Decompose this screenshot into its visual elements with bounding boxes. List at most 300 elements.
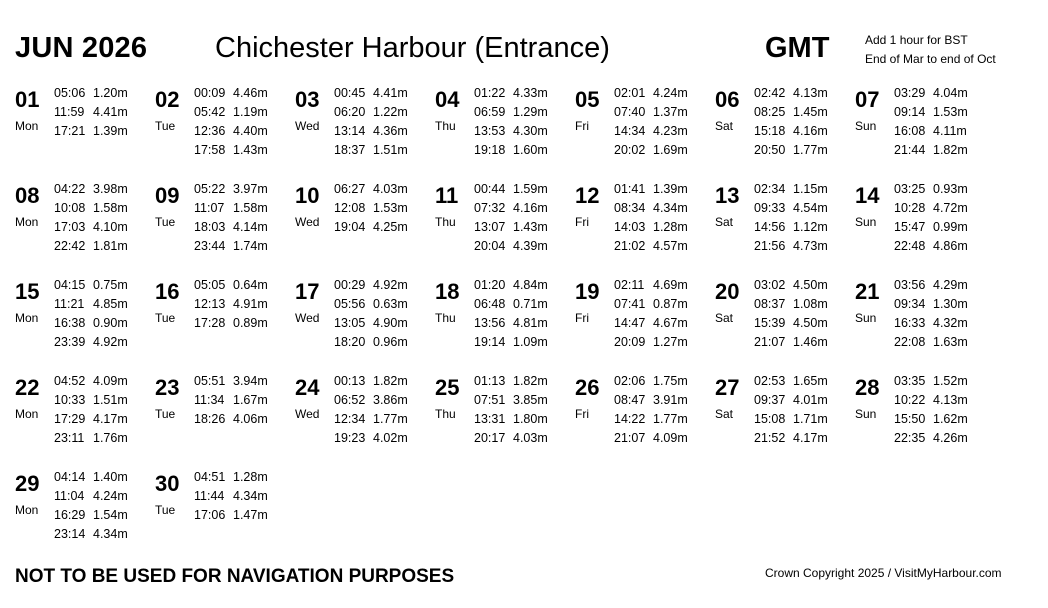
- tide-row: [894, 295, 968, 314]
- tide-row: [894, 122, 968, 141]
- tide-time: 00:13: [334, 374, 366, 388]
- tide-time: 10:33: [54, 393, 86, 407]
- day-number: 23: [155, 375, 180, 400]
- tide-time: 16:08: [894, 124, 926, 138]
- tide-row: [894, 141, 968, 160]
- tide-row: [614, 84, 688, 103]
- tide-time: 23:11: [54, 431, 85, 445]
- day-name: Mon: [15, 407, 39, 421]
- tide-height: 1.39m: [653, 182, 688, 196]
- day-number: 18: [435, 279, 460, 304]
- tide-list: [474, 180, 548, 256]
- day-cell: [435, 372, 575, 468]
- tide-height: 1.51m: [93, 393, 128, 407]
- tide-row: [754, 333, 828, 352]
- tide-row: [54, 372, 128, 391]
- tide-row: [194, 314, 268, 333]
- tide-row: [614, 295, 688, 314]
- tide-time: 15:47: [894, 220, 926, 234]
- tide-time: 17:06: [194, 508, 226, 522]
- tide-time: 12:34: [334, 412, 366, 426]
- tide-height: 1.46m: [793, 335, 828, 349]
- tide-time: 22:48: [894, 239, 926, 253]
- tide-height: 4.30m: [513, 124, 548, 138]
- tide-row: [754, 295, 828, 314]
- tide-time: 16:29: [54, 508, 86, 522]
- tide-height: 1.51m: [373, 143, 408, 157]
- bst-note-line2: End of Mar to end of Oct: [865, 52, 996, 66]
- tide-height: 4.03m: [513, 431, 548, 445]
- tide-height: 0.96m: [373, 335, 408, 349]
- tide-time: 16:33: [894, 316, 926, 330]
- tide-row: [194, 122, 268, 141]
- tide-time: 07:51: [474, 393, 506, 407]
- tide-time: 03:29: [894, 86, 926, 100]
- tide-height: 1.71m: [793, 412, 828, 426]
- tide-height: 0.87m: [653, 297, 688, 311]
- tide-row: [194, 487, 268, 506]
- tide-row: [614, 103, 688, 122]
- tide-time: 09:37: [754, 393, 786, 407]
- tide-height: 1.09m: [513, 335, 548, 349]
- tide-height: 4.69m: [653, 278, 688, 292]
- tide-time: 02:01: [614, 86, 646, 100]
- tide-row: [334, 218, 408, 237]
- tide-row: [894, 372, 968, 391]
- tide-row: [334, 122, 408, 141]
- tide-list: [194, 468, 268, 525]
- tide-height: 4.86m: [933, 239, 968, 253]
- tide-height: 1.22m: [373, 105, 408, 119]
- tide-height: 3.91m: [653, 393, 688, 407]
- tide-time: 20:04: [474, 239, 506, 253]
- tide-list: [474, 84, 548, 160]
- tide-height: 4.17m: [93, 412, 128, 426]
- tide-height: 4.13m: [793, 86, 828, 100]
- tide-row: [754, 141, 828, 160]
- day-cell: [855, 84, 995, 180]
- tide-height: 4.54m: [793, 201, 828, 215]
- tide-row: [334, 84, 408, 103]
- tide-list: [614, 276, 688, 352]
- tide-height: 1.28m: [653, 220, 688, 234]
- day-cell: [295, 180, 435, 276]
- tide-list: [754, 84, 828, 160]
- tide-row: [474, 218, 548, 237]
- tide-time: 02:42: [754, 86, 786, 100]
- tide-row: [754, 276, 828, 295]
- day-number: 19: [575, 279, 600, 304]
- day-name: Sun: [855, 215, 877, 229]
- tide-row: [334, 410, 408, 429]
- tide-time: 18:26: [194, 412, 226, 426]
- tide-time: 20:09: [614, 335, 646, 349]
- tide-time: 21:07: [754, 335, 786, 349]
- tide-time: 02:06: [614, 374, 646, 388]
- day-number: 20: [715, 279, 740, 304]
- tide-time: 13:56: [474, 316, 506, 330]
- tide-row: [54, 314, 128, 333]
- tide-time: 07:41: [614, 297, 646, 311]
- tide-time: 14:22: [614, 412, 646, 426]
- tide-time: 03:35: [894, 374, 926, 388]
- tide-height: 1.80m: [513, 412, 548, 426]
- day-name: Tue: [155, 503, 176, 517]
- tide-row: [894, 180, 968, 199]
- tide-time: 08:37: [754, 297, 786, 311]
- tide-height: 1.82m: [933, 143, 968, 157]
- tide-row: [54, 84, 128, 103]
- tide-row: [334, 180, 408, 199]
- tide-height: 1.52m: [933, 374, 968, 388]
- day-cell: [295, 84, 435, 180]
- tide-height: 1.77m: [793, 143, 828, 157]
- tide-height: 1.45m: [793, 105, 828, 119]
- tide-height: 4.72m: [933, 201, 968, 215]
- tide-time: 03:02: [754, 278, 786, 292]
- tide-height: 1.82m: [513, 374, 548, 388]
- tide-time: 04:52: [54, 374, 86, 388]
- tide-time: 10:28: [894, 201, 926, 215]
- tide-row: [894, 410, 968, 429]
- tide-height: 1.27m: [653, 335, 688, 349]
- day-name: Sun: [855, 311, 877, 325]
- tide-row: [194, 103, 268, 122]
- tide-time: 09:34: [894, 297, 926, 311]
- tide-height: 3.94m: [233, 374, 268, 388]
- tide-time: 14:34: [614, 124, 646, 138]
- tide-height: 4.91m: [233, 297, 268, 311]
- tide-height: 0.71m: [513, 297, 548, 311]
- tide-height: 1.62m: [933, 412, 968, 426]
- day-name: Sat: [715, 215, 734, 229]
- tide-time: 13:31: [474, 412, 506, 426]
- tide-time: 00:29: [334, 278, 366, 292]
- tide-height: 4.17m: [793, 431, 828, 445]
- tide-height: 4.36m: [373, 124, 408, 138]
- tide-height: 4.41m: [93, 105, 128, 119]
- tide-time: 13:07: [474, 220, 506, 234]
- tide-height: 1.29m: [513, 105, 548, 119]
- tide-row: [894, 429, 968, 448]
- tide-height: 3.85m: [513, 393, 548, 407]
- tide-row: [614, 199, 688, 218]
- day-cell: [15, 468, 155, 564]
- tide-row: [614, 122, 688, 141]
- tide-height: 4.85m: [93, 297, 128, 311]
- day-number: 09: [155, 183, 180, 208]
- tide-height: 4.16m: [513, 201, 548, 215]
- tide-time: 17:03: [54, 220, 86, 234]
- tide-row: [614, 391, 688, 410]
- tide-row: [194, 372, 268, 391]
- tide-height: 4.25m: [373, 220, 408, 234]
- tide-height: 1.63m: [933, 335, 968, 349]
- tide-time: 13:53: [474, 124, 506, 138]
- tide-time: 00:09: [194, 86, 226, 100]
- tide-height: 4.33m: [513, 86, 548, 100]
- tide-list: [334, 180, 408, 237]
- day-name: Tue: [155, 407, 176, 421]
- tide-row: [54, 525, 128, 544]
- day-name: Sat: [715, 119, 734, 133]
- day-cell: [155, 276, 295, 372]
- day-name: Mon: [15, 503, 39, 517]
- tide-list: [334, 84, 408, 160]
- tide-time: 01:20: [474, 278, 506, 292]
- tide-height: 3.86m: [373, 393, 408, 407]
- day-number: 14: [855, 183, 880, 208]
- tide-row: [194, 218, 268, 237]
- tide-time: 15:08: [754, 412, 786, 426]
- day-number: 05: [575, 87, 600, 112]
- tide-row: [614, 237, 688, 256]
- tide-row: [754, 410, 828, 429]
- day-name: Mon: [15, 119, 39, 133]
- tide-height: 1.59m: [513, 182, 548, 196]
- day-number: 21: [855, 279, 880, 304]
- tide-row: [614, 218, 688, 237]
- day-name: Sun: [855, 119, 877, 133]
- day-name: Fri: [575, 311, 589, 325]
- tide-height: 4.24m: [653, 86, 688, 100]
- day-number: 24: [295, 375, 320, 400]
- day-cell: [15, 84, 155, 180]
- tide-row: [194, 468, 268, 487]
- tide-time: 05:05: [194, 278, 226, 292]
- tide-height: 4.24m: [93, 489, 128, 503]
- day-name: Wed: [295, 311, 320, 325]
- tide-time: 09:14: [894, 105, 926, 119]
- tide-height: 1.15m: [793, 182, 828, 196]
- day-name: Tue: [155, 311, 176, 325]
- tide-row: [194, 295, 268, 314]
- tide-row: [754, 103, 828, 122]
- tide-row: [894, 333, 968, 352]
- tide-list: [614, 180, 688, 256]
- tide-height: 4.02m: [373, 431, 408, 445]
- day-cell: [15, 372, 155, 468]
- day-name: Tue: [155, 119, 176, 133]
- day-cell: [295, 372, 435, 468]
- tide-row: [474, 276, 548, 295]
- tide-height: 4.41m: [373, 86, 408, 100]
- tide-time: 21:56: [754, 239, 786, 253]
- tide-time: 13:14: [334, 124, 366, 138]
- day-cell: [855, 180, 995, 276]
- tide-row: [894, 276, 968, 295]
- day-number: 10: [295, 183, 320, 208]
- tide-time: 14:56: [754, 220, 786, 234]
- day-cell: [715, 276, 855, 372]
- day-cell: [575, 180, 715, 276]
- tide-row: [54, 506, 128, 525]
- day-name: Mon: [15, 311, 39, 325]
- tide-height: 0.99m: [933, 220, 968, 234]
- tide-row: [474, 141, 548, 160]
- tide-time: 06:59: [474, 105, 506, 119]
- tide-row: [54, 429, 128, 448]
- tide-list: [894, 84, 968, 160]
- tide-row: [754, 218, 828, 237]
- tide-height: 0.90m: [93, 316, 128, 330]
- tide-time: 15:50: [894, 412, 926, 426]
- timezone-label: GMT: [765, 32, 830, 64]
- navigation-warning: NOT TO BE USED FOR NAVIGATION PURPOSES: [15, 566, 455, 587]
- tide-row: [474, 84, 548, 103]
- tide-row: [194, 276, 268, 295]
- tide-row: [54, 199, 128, 218]
- tide-height: 1.74m: [233, 239, 268, 253]
- tide-time: 02:34: [754, 182, 786, 196]
- tide-row: [754, 199, 828, 218]
- tide-height: 4.26m: [933, 431, 968, 445]
- tide-row: [194, 410, 268, 429]
- tide-time: 03:56: [894, 278, 926, 292]
- tide-height: 0.63m: [373, 297, 408, 311]
- tide-time: 11:34: [194, 393, 225, 407]
- tide-list: [754, 372, 828, 448]
- tide-height: 1.82m: [373, 374, 408, 388]
- tide-height: 4.03m: [373, 182, 408, 196]
- tide-row: [614, 372, 688, 391]
- tide-height: 4.01m: [793, 393, 828, 407]
- day-cell: [155, 468, 295, 564]
- tide-row: [334, 372, 408, 391]
- day-number: 25: [435, 375, 460, 400]
- tide-row: [474, 429, 548, 448]
- tide-height: 4.10m: [93, 220, 128, 234]
- tide-row: [334, 333, 408, 352]
- tide-time: 02:53: [754, 374, 786, 388]
- day-name: Mon: [15, 215, 39, 229]
- tide-height: 1.60m: [513, 143, 548, 157]
- tide-row: [334, 199, 408, 218]
- day-cell: [855, 372, 995, 468]
- day-number: 28: [855, 375, 880, 400]
- tide-row: [894, 199, 968, 218]
- tide-row: [54, 237, 128, 256]
- tide-time: 15:18: [754, 124, 786, 138]
- day-name: Sun: [855, 407, 877, 421]
- tide-list: [754, 180, 828, 256]
- tide-row: [474, 199, 548, 218]
- day-name: Fri: [575, 407, 589, 421]
- day-cell: [435, 84, 575, 180]
- day-name: Wed: [295, 215, 320, 229]
- tide-row: [54, 218, 128, 237]
- tide-height: 4.09m: [93, 374, 128, 388]
- day-number: 30: [155, 471, 180, 496]
- tide-time: 04:22: [54, 182, 86, 196]
- tide-row: [334, 141, 408, 160]
- tide-time: 12:08: [334, 201, 366, 215]
- tide-row: [754, 122, 828, 141]
- day-number: 22: [15, 375, 40, 400]
- tide-time: 15:39: [754, 316, 786, 330]
- day-cell: [575, 372, 715, 468]
- tide-list: [54, 84, 128, 141]
- day-cell: [715, 180, 855, 276]
- day-number: 08: [15, 183, 40, 208]
- tide-row: [474, 372, 548, 391]
- tide-list: [194, 180, 268, 256]
- tide-time: 11:07: [194, 201, 225, 215]
- tide-row: [334, 429, 408, 448]
- tide-height: 4.67m: [653, 316, 688, 330]
- tide-height: 4.46m: [233, 86, 268, 100]
- day-cell: [575, 276, 715, 372]
- day-cell: [155, 372, 295, 468]
- tide-height: 1.53m: [373, 201, 408, 215]
- tide-height: 1.40m: [93, 470, 128, 484]
- tide-height: 1.54m: [93, 508, 128, 522]
- day-number: 04: [435, 87, 460, 112]
- day-number: 26: [575, 375, 600, 400]
- day-number: 06: [715, 87, 740, 112]
- day-cell: [435, 276, 575, 372]
- tide-row: [194, 506, 268, 525]
- day-number: 13: [715, 183, 740, 208]
- tide-row: [474, 180, 548, 199]
- tide-height: 1.77m: [373, 412, 408, 426]
- day-number: 12: [575, 183, 600, 208]
- tide-height: 4.32m: [933, 316, 968, 330]
- copyright-notice: Crown Copyright 2025 / VisitMyHarbour.com: [765, 566, 1002, 580]
- tide-height: 1.81m: [93, 239, 128, 253]
- tide-row: [614, 180, 688, 199]
- location-title: Chichester Harbour (Entrance): [215, 32, 610, 64]
- tide-list: [334, 276, 408, 352]
- tide-time: 18:03: [194, 220, 226, 234]
- day-name: Tue: [155, 215, 176, 229]
- tide-height: 1.30m: [933, 297, 968, 311]
- tide-height: 1.37m: [653, 105, 688, 119]
- tide-height: 1.19m: [233, 105, 268, 119]
- tide-row: [54, 103, 128, 122]
- tide-time: 04:14: [54, 470, 86, 484]
- tide-height: 1.53m: [933, 105, 968, 119]
- day-number: 07: [855, 87, 880, 112]
- day-name: Thu: [435, 119, 456, 133]
- tide-height: 4.57m: [653, 239, 688, 253]
- day-number: 27: [715, 375, 740, 400]
- tide-list: [334, 372, 408, 448]
- tide-time: 21:02: [614, 239, 646, 253]
- tide-list: [894, 372, 968, 448]
- tide-height: 1.43m: [513, 220, 548, 234]
- tide-list: [894, 180, 968, 256]
- tide-time: 11:21: [54, 297, 85, 311]
- tide-row: [614, 141, 688, 160]
- tide-time: 06:27: [334, 182, 366, 196]
- tide-time: 05:42: [194, 105, 226, 119]
- tide-height: 4.92m: [93, 335, 128, 349]
- tide-time: 19:14: [474, 335, 506, 349]
- tide-row: [894, 391, 968, 410]
- tide-time: 19:04: [334, 220, 366, 234]
- tide-time: 08:34: [614, 201, 646, 215]
- tide-time: 23:39: [54, 335, 86, 349]
- day-name: Wed: [295, 119, 320, 133]
- tide-time: 16:38: [54, 316, 86, 330]
- tide-row: [474, 333, 548, 352]
- tide-row: [614, 314, 688, 333]
- tide-height: 4.81m: [513, 316, 548, 330]
- day-number: 17: [295, 279, 320, 304]
- tide-row: [894, 84, 968, 103]
- tide-row: [754, 84, 828, 103]
